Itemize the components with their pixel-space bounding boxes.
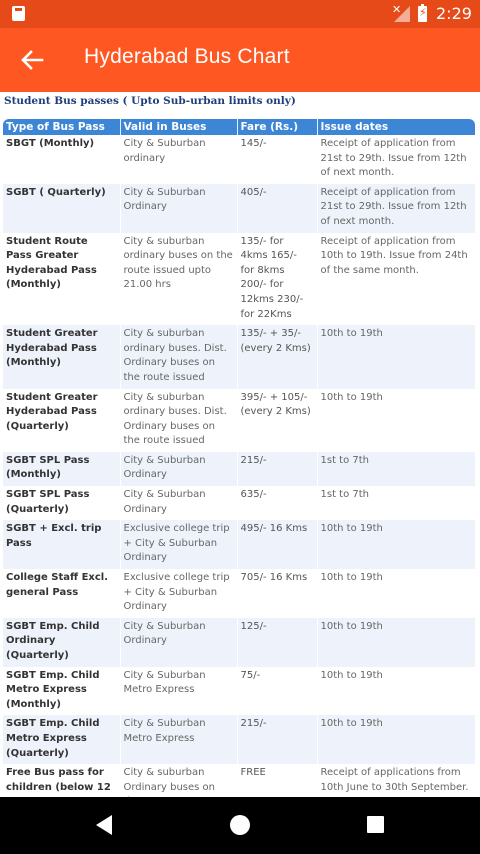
header-type: Type of Bus Pass	[3, 119, 120, 135]
pass-type-cell: College Staff Excl. general Pass	[3, 569, 120, 618]
pass-type-cell: SGBT + Excl. trip Pass	[3, 520, 120, 569]
pass-type-cell: SGBT Emp. Child Metro Express (Monthly)	[3, 667, 120, 716]
fare-cell: 495/- 16 Kms	[237, 520, 317, 569]
issue-dates-cell: 1st to 7th	[317, 486, 475, 520]
valid-buses-cell: City & suburban ordinary buses. Dist. Ordinary buses on the route issued	[120, 325, 237, 388]
table-header-row	[3, 119, 475, 135]
fare-cell: 135/- for 4kms 165/- for 8kms 200/- for 12kms 230/- for 22Kms	[237, 233, 317, 326]
nav-back-icon[interactable]	[96, 815, 112, 835]
fare-cell: 145/-	[237, 135, 317, 184]
fare-cell: 215/-	[237, 452, 317, 486]
nav-recents-icon[interactable]	[367, 816, 384, 833]
table-row	[3, 184, 475, 233]
pass-type-cell: SGBT Emp. Child Metro Express (Quarterly)	[3, 715, 120, 764]
fare-cell: 215/-	[237, 715, 317, 764]
fare-cell: 125/-	[237, 618, 317, 667]
issue-dates-cell: Receipt of application from 21st to 29th. Issue from 12th of next month.	[317, 184, 475, 233]
table-row	[3, 389, 475, 452]
table-row	[3, 618, 475, 667]
pass-type-cell: Student Greater Hyderabad Pass (Monthly)	[3, 325, 120, 388]
fare-cell: FREE	[237, 764, 317, 813]
valid-buses-cell: City & Suburban Ordinary	[120, 184, 237, 233]
header-fare: Fare (Rs.)	[237, 119, 317, 135]
back-arrow-icon[interactable]	[18, 46, 46, 74]
pass-type-cell: SGBT SPL Pass (Monthly)	[3, 452, 120, 486]
status-bar	[0, 0, 480, 28]
issue-dates-cell: 1st to 7th	[317, 452, 475, 486]
bus-pass-table	[3, 119, 476, 813]
issue-dates-cell: Receipt of application from 10th to 19th. Issue from 24th of the same month.	[317, 233, 475, 326]
valid-buses-cell: City & Suburban Ordinary	[120, 452, 237, 486]
table-row	[3, 452, 475, 486]
header-dates: Issue dates	[317, 119, 475, 135]
table-row	[3, 233, 475, 326]
sd-card-icon	[12, 6, 25, 21]
issue-dates-cell: Receipt of applications from 10th June to 30th September.	[317, 764, 475, 813]
table-row	[3, 667, 475, 716]
pass-type-cell: SGBT Emp. Child Ordinary (Quarterly)	[3, 618, 120, 667]
valid-buses-cell: Exclusive college trip + City & Suburban Ordinary	[120, 569, 237, 618]
valid-buses-cell: City & Suburban Metro Express	[120, 715, 237, 764]
table-row	[3, 486, 475, 520]
valid-buses-cell: City & suburban ordinary buses on the route issued upto 21.00 hrs	[120, 233, 237, 326]
valid-buses-cell: City & Suburban ordinary	[120, 135, 237, 184]
issue-dates-cell: 10th to 19th	[317, 715, 475, 764]
charging-bolt-icon: ⚡	[419, 6, 427, 19]
issue-dates-cell: Receipt of application from 21st to 29th. Issue from 12th of next month.	[317, 135, 475, 184]
status-time: 2:29	[436, 4, 472, 23]
valid-buses-cell: City & Suburban Ordinary	[120, 486, 237, 520]
table-row	[3, 569, 475, 618]
fare-cell: 705/- 16 Kms	[237, 569, 317, 618]
pass-type-cell: Student Route Pass Greater Hyderabad Pass (Monthly)	[3, 233, 120, 326]
webview-content[interactable]	[0, 92, 480, 797]
pass-type-cell: Free Bus pass for children (below 12	[3, 764, 120, 813]
fare-cell: 395/- + 105/- (every 2 Kms)	[237, 389, 317, 452]
header-valid: Valid in Buses	[120, 119, 237, 135]
navigation-bar	[0, 797, 480, 854]
issue-dates-cell: 10th to 19th	[317, 325, 475, 388]
fare-cell: 135/- + 35/- (every 2 Kms)	[237, 325, 317, 388]
signal-x-icon: ✕	[392, 3, 402, 16]
pass-type-cell: SBGT (Monthly)	[3, 135, 120, 184]
pass-type-cell: SGBT SPL Pass (Quarterly)	[3, 486, 120, 520]
issue-dates-cell: 10th to 19th	[317, 667, 475, 716]
valid-buses-cell: City & Suburban Metro Express	[120, 667, 237, 716]
section-heading: Student Bus passes ( Upto Sub-urban limits only)	[4, 95, 296, 107]
fare-cell: 405/-	[237, 184, 317, 233]
fare-cell: 75/-	[237, 667, 317, 716]
valid-buses-cell: City & suburban Ordinary buses on	[120, 764, 237, 813]
table-row	[3, 135, 475, 184]
page-title: Hyderabad Bus Chart	[84, 45, 290, 68]
valid-buses-cell: Exclusive college trip + City & Suburban Ordinary	[120, 520, 237, 569]
pass-type-cell: SGBT ( Quarterly)	[3, 184, 120, 233]
table-row	[3, 715, 475, 764]
app-bar	[0, 28, 480, 92]
valid-buses-cell: City & suburban ordinary buses. Dist. Ordinary buses on the route issued	[120, 389, 237, 452]
issue-dates-cell: 10th to 19th	[317, 618, 475, 667]
issue-dates-cell: 10th to 19th	[317, 389, 475, 452]
table-row	[3, 520, 475, 569]
issue-dates-cell: 10th to 19th	[317, 569, 475, 618]
fare-cell: 635/-	[237, 486, 317, 520]
table-row	[3, 325, 475, 388]
issue-dates-cell: 10th to 19th	[317, 520, 475, 569]
nav-home-icon[interactable]	[230, 815, 250, 835]
valid-buses-cell: City & Suburban Ordinary	[120, 618, 237, 667]
pass-type-cell: Student Greater Hyderabad Pass (Quarterly)	[3, 389, 120, 452]
